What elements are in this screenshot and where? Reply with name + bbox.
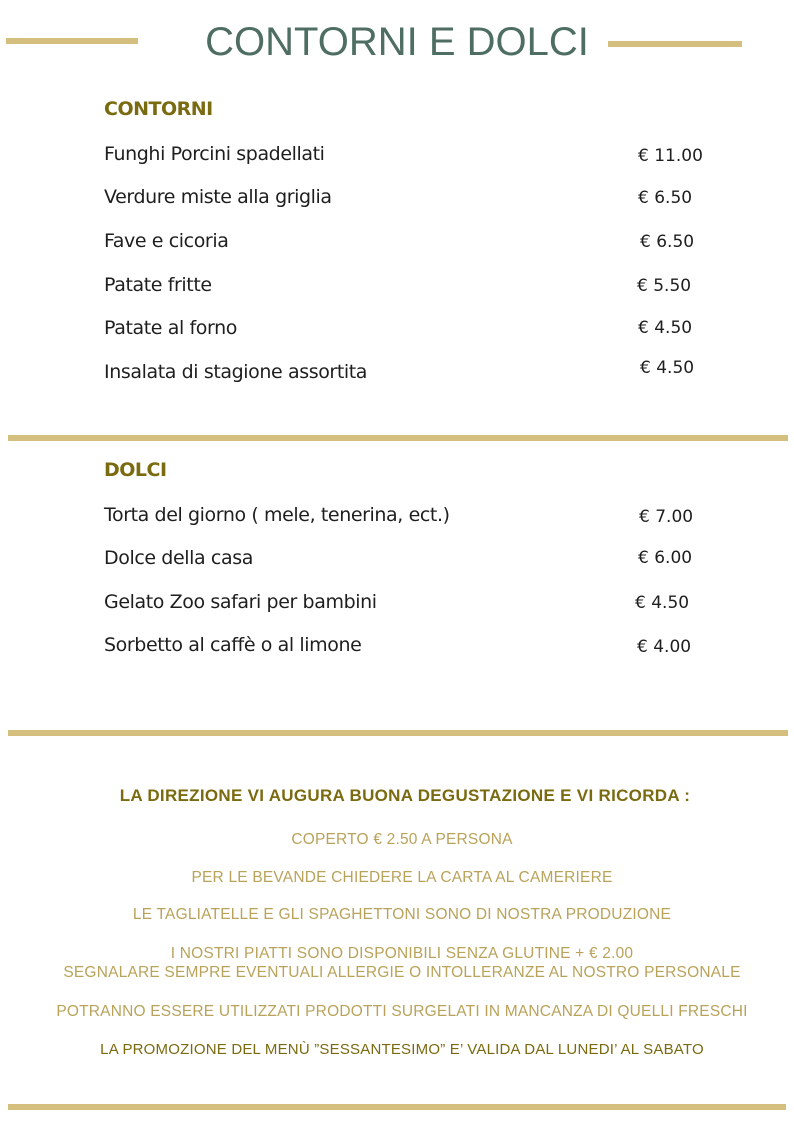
notice-line: LE TAGLIATELLE E GLI SPAGHETTONI SONO DI NOSTRA PRODUZIONE: [132, 906, 672, 923]
menu-item-price: € 6.50: [640, 232, 695, 252]
menu-item-name: Insalata di stagione assortita: [104, 361, 368, 383]
menu-item-price: € 5.50: [637, 276, 692, 296]
notice-line-promo: LA PROMOZIONE DEL MENÙ ”SESSANTESIMO” E’ VALIDA DAL LUNEDI’ AL SABATO: [100, 1041, 704, 1058]
footer-rule: [8, 1104, 786, 1110]
menu-item-price: € 4.50: [638, 318, 693, 338]
menu-item-price: € 4.00: [637, 637, 692, 657]
menu-item-name: Funghi Porcini spadellati: [104, 143, 325, 165]
menu-item-price: € 6.00: [638, 548, 693, 568]
menu-item-name: Dolce della casa: [104, 547, 253, 569]
notice-line: I NOSTRI PIATTI SONO DISPONIBILI SENZA GLUTINE + € 2.00: [170, 945, 634, 962]
menu-item-name: Fave e cicoria: [104, 230, 229, 252]
notice-line: SEGNALARE SEMPRE EVENTUALI ALLERGIE O INTOLLERANZE AL NOSTRO PERSONALE: [63, 964, 741, 981]
menu-item-price: € 4.50: [640, 358, 695, 378]
menu-item-name: Gelato Zoo safari per bambini: [104, 591, 377, 613]
section-title-dolci: DOLCI: [104, 459, 167, 481]
menu-item-price: € 11.00: [638, 146, 703, 166]
section-divider: [8, 730, 788, 736]
menu-item-name: Patate fritte: [104, 274, 212, 296]
menu-item-name: Sorbetto al caffè o al limone: [104, 634, 362, 656]
menu-item-name: Torta del giorno ( mele, tenerina, ect.): [104, 504, 450, 526]
menu-item-name: Verdure miste alla griglia: [104, 186, 332, 208]
menu-item-price: € 6.50: [638, 188, 693, 208]
menu-item-price: € 4.50: [635, 593, 690, 613]
menu-item-name: Patate al forno: [104, 317, 237, 339]
page-title: CONTORNI E DOLCI: [205, 20, 589, 64]
notice-line: COPERTO € 2.50 A PERSONA: [291, 831, 513, 848]
section-title-contorni: CONTORNI: [104, 98, 213, 120]
section-divider: [8, 435, 788, 441]
menu-item-price: € 7.00: [639, 507, 694, 527]
notice-heading: LA DIREZIONE VI AUGURA BUONA DEGUSTAZIONE E VI RICORDA :: [119, 786, 691, 805]
notice-line: POTRANNO ESSERE UTILIZZATI PRODOTTI SURGELATI IN MANCANZA DI QUELLI FRESCHI: [56, 1003, 748, 1020]
notice-line: PER LE BEVANDE CHIEDERE LA CARTA AL CAMERIERE: [191, 869, 613, 886]
